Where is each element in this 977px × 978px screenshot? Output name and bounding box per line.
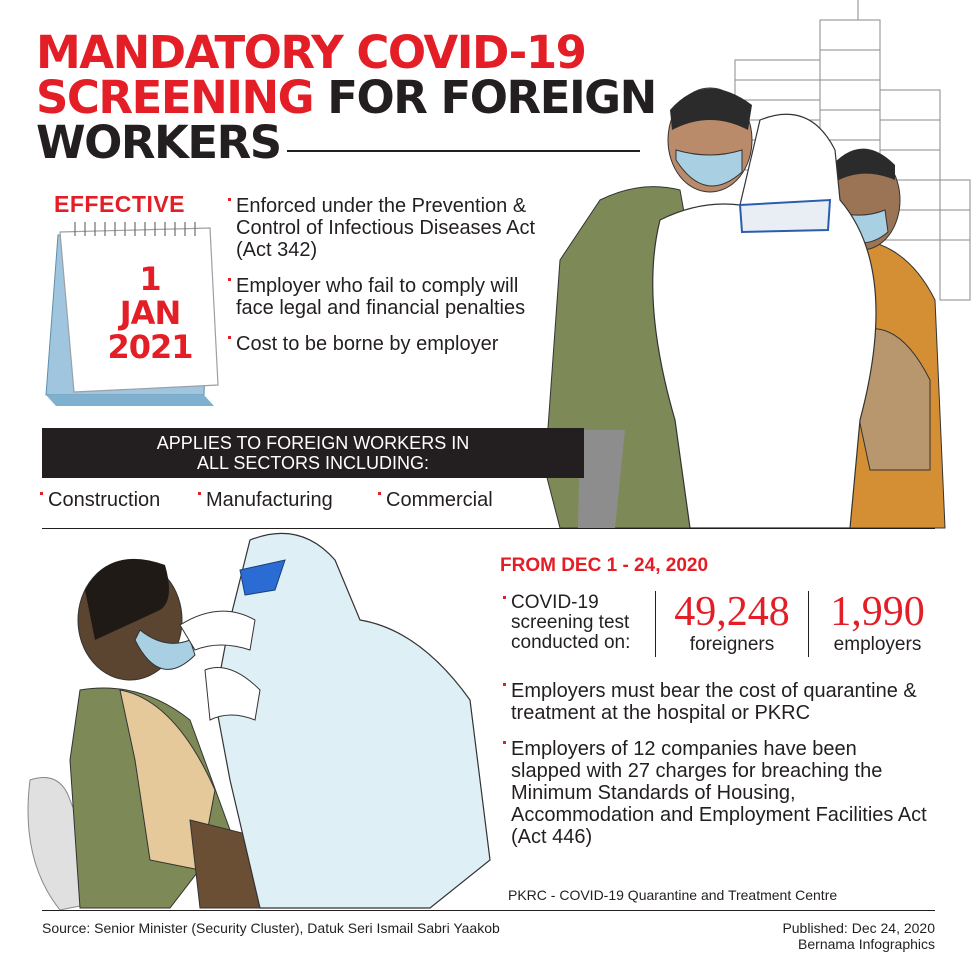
- effective-month: JAN: [119, 294, 181, 332]
- headline-line-1: MANDATORY COVID-19: [36, 26, 586, 79]
- published-info: [782, 920, 935, 952]
- stats-bullets: [511, 680, 931, 862]
- pkrc-footnote: PKRC - COVID-19 Quarantine and Treatment Centre: [508, 887, 838, 903]
- screening-test-label: COVID-19 screening test conducted on:: [511, 593, 656, 653]
- sector-item: Commercial: [386, 489, 493, 511]
- effective-date: [90, 262, 210, 364]
- policy-bullet: Employer who fail to comply will face legal and financial penalties: [236, 275, 556, 319]
- employers-label: employers: [833, 634, 922, 655]
- effective-year: 2021: [107, 328, 193, 366]
- headline-line-3: WORKERS: [36, 116, 281, 169]
- sectors-banner-line-2: ALL SECTORS INCLUDING:: [196, 453, 430, 473]
- stat-divider: [808, 591, 809, 657]
- sectors-banner: [42, 428, 584, 478]
- effective-day: 1: [139, 260, 161, 298]
- stats-bullet: Employers of 12 companies have been slapped with 27 charges for breaching the Minimum Standards of Housing, Accommodation and Employment Facilities Act (Act 446): [511, 738, 931, 848]
- stats-heading: FROM DEC 1 - 24, 2020: [500, 555, 709, 576]
- policy-bullet: Cost to be borne by employer: [236, 333, 556, 355]
- swab-test-illustration: [28, 533, 490, 910]
- headline-for-foreign: FOR FOREIGN: [313, 71, 656, 124]
- foreigners-label: foreigners: [689, 634, 775, 655]
- section-divider: [42, 528, 935, 529]
- source-credit: Source: Senior Minister (Security Cluster), Datuk Seri Ismail Sabri Yaakob: [42, 920, 500, 936]
- publisher-credit: Bernama Infographics: [798, 936, 935, 952]
- stat-divider: [655, 591, 656, 657]
- foreigners-count: 49,248: [674, 589, 790, 635]
- headline-rule: [287, 150, 640, 152]
- headline: [36, 26, 656, 169]
- headline-line-2: [36, 71, 656, 124]
- headline-screening: SCREENING: [36, 71, 314, 124]
- employers-count: 1,990: [830, 589, 925, 635]
- published-date: Published: Dec 24, 2020: [782, 920, 935, 936]
- sectors-banner-line-1: APPLIES TO FOREIGN WORKERS IN: [156, 433, 470, 453]
- stats-bullet: Employers must bear the cost of quarantine & treatment at the hospital or PKRC: [511, 680, 931, 724]
- footer-divider: [42, 910, 935, 911]
- sector-item: Manufacturing: [206, 489, 333, 511]
- policy-bullets: [236, 195, 556, 369]
- effective-label: EFFECTIVE: [54, 191, 186, 217]
- policy-bullet: Enforced under the Prevention & Control of Infectious Diseases Act (Act 342): [236, 195, 556, 261]
- sector-item: Construction: [48, 489, 161, 511]
